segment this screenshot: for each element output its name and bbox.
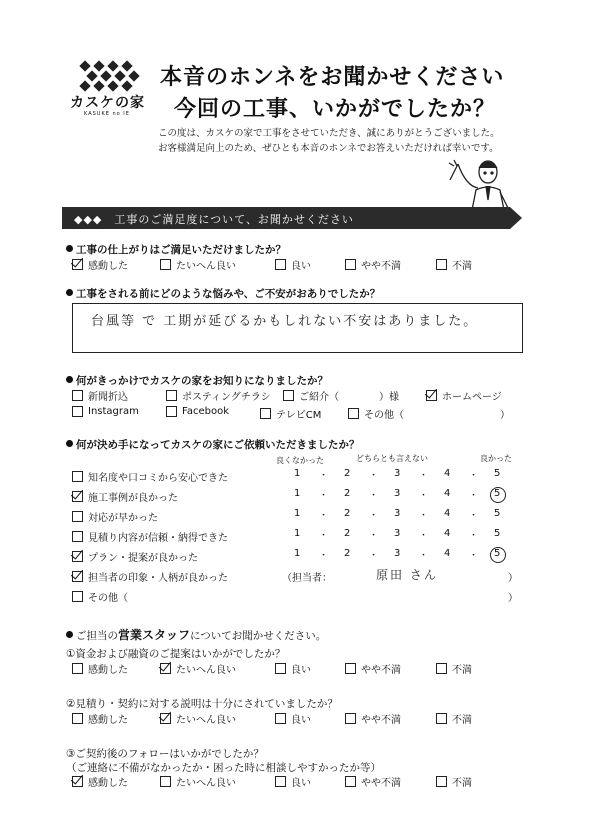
option-label: 施工事例が良かった — [88, 493, 178, 504]
rating-number[interactable]: 2 — [344, 488, 351, 499]
option-label: ポスティングチラシ — [182, 392, 271, 403]
rating-separator: ・ — [419, 491, 429, 501]
rating-circle-mark — [490, 487, 506, 503]
rating-separator: ・ — [319, 511, 329, 521]
q2-answer-box[interactable] — [72, 303, 523, 353]
rating-number[interactable]: 3 — [394, 488, 401, 499]
option-label: 新聞折込 — [88, 392, 128, 403]
rating-number[interactable]: 5 — [494, 488, 501, 499]
checkbox[interactable] — [436, 259, 447, 270]
checkbox[interactable] — [72, 663, 83, 674]
rating-separator: ・ — [369, 531, 379, 541]
rating-separator: ・ — [319, 551, 329, 561]
sq2-option[interactable] — [160, 711, 236, 726]
staff-illustration-icon — [440, 150, 530, 210]
q3-option-1[interactable] — [72, 388, 128, 403]
rating-number[interactable]: 4 — [444, 468, 451, 479]
sq3-option[interactable] — [275, 774, 311, 789]
q3-option-3[interactable] — [283, 388, 399, 403]
checkbox[interactable] — [436, 663, 447, 674]
checkbox[interactable] — [436, 776, 447, 787]
scale-mid-label: どちらとも言えない — [356, 454, 428, 463]
intro-line2: お客様満足向上のため、ぜひとも本音のホンネでお答えいただければ幸いです。 — [158, 143, 499, 154]
question-1 — [66, 242, 286, 257]
staff-question-2: ②見積り・契約に対する説明は十分にされていましたか？ — [66, 698, 338, 710]
option-label: 良い — [291, 665, 311, 676]
q3-option-2[interactable] — [166, 388, 271, 403]
rating-separator: ・ — [469, 551, 479, 561]
option-label: その他（ — [88, 593, 128, 604]
bullet-icon — [66, 440, 73, 447]
scale-high-label: 良かった — [480, 454, 512, 463]
option-label: やや不満 — [361, 778, 401, 789]
rating-number[interactable]: 3 — [394, 508, 401, 519]
option-label: 知名度や口コミから安心できた — [88, 473, 228, 484]
rating-separator: ・ — [419, 531, 429, 541]
sq2-option[interactable] — [275, 711, 311, 726]
q1-option-3[interactable] — [275, 257, 311, 272]
option-label: 感動した — [88, 261, 128, 272]
staff-name-suffix: ） — [508, 573, 518, 584]
checkbox[interactable] — [275, 713, 286, 724]
rating-number[interactable]: 1 — [294, 548, 301, 559]
option-label: その他（ — [364, 410, 404, 421]
option-label: 担当者の印象・人柄が良かった — [88, 573, 228, 584]
section-banner — [62, 207, 522, 229]
checkbox[interactable] — [72, 471, 83, 482]
checkbox[interactable] — [426, 390, 437, 401]
sq1-option[interactable] — [436, 661, 472, 676]
q4-item[interactable] — [72, 549, 198, 564]
rating-number[interactable]: 1 — [294, 468, 301, 479]
option-label: 不満 — [452, 715, 472, 726]
rating-separator: ・ — [469, 471, 479, 481]
rating-number[interactable]: 5 — [494, 468, 501, 479]
option-label: 良い — [291, 715, 311, 726]
rating-separator: ・ — [369, 511, 379, 521]
checkbox[interactable] — [275, 259, 286, 270]
rating-number[interactable]: 3 — [394, 528, 401, 539]
q2-answer-text: 台風等 で 工期が延びるかもしれない不安はありました。 — [91, 314, 479, 329]
checkbox[interactable] — [72, 713, 83, 724]
sq1-option[interactable] — [345, 661, 401, 676]
rating-number[interactable]: 3 — [394, 468, 401, 479]
checkbox[interactable] — [166, 406, 177, 417]
option-label: 感動した — [88, 715, 128, 726]
rating-separator: ・ — [469, 491, 479, 501]
sq1-option[interactable] — [275, 661, 311, 676]
staff-question-3: ③ご契約後のフォローはいかがでしたか？ — [66, 748, 264, 760]
checkbox[interactable] — [72, 571, 83, 582]
checkbox[interactable] — [72, 390, 83, 401]
rating-separator: ・ — [369, 491, 379, 501]
sq2-option[interactable] — [72, 711, 128, 726]
checkbox[interactable] — [283, 390, 294, 401]
banner-text: ◆◆◆ 工事のご満足度について、お聞かせください — [74, 213, 354, 226]
question-2-text: 工事をされる前にどのような悩みや、ご不安がおありでしたか？ — [76, 288, 381, 300]
q3-option-4[interactable] — [426, 388, 502, 403]
bullet-icon — [66, 245, 73, 252]
q4-other-item[interactable] — [72, 589, 128, 604]
rating-separator: ・ — [469, 531, 479, 541]
checkbox[interactable] — [72, 259, 83, 270]
option-label: ご紹介（ ）様 — [299, 392, 399, 403]
rating-separator: ・ — [319, 491, 329, 501]
checkbox[interactable] — [275, 776, 286, 787]
rating-number[interactable]: 2 — [344, 508, 351, 519]
question-2 — [66, 286, 380, 301]
rating-separator: ・ — [419, 471, 429, 481]
option-label: 良い — [291, 778, 311, 789]
option-label: 不満 — [452, 261, 472, 272]
question-1-text: 工事の仕上がりはご満足いただけましたか？ — [76, 244, 286, 256]
checkbox[interactable] — [160, 259, 171, 270]
checkbox[interactable] — [345, 259, 356, 270]
option-label: たいへん良い — [176, 778, 236, 789]
staff-heading-bold: 営業スタッフ — [118, 628, 191, 642]
option-label: たいへん良い — [176, 715, 236, 726]
checkbox[interactable] — [345, 776, 356, 787]
q3-option-6[interactable] — [166, 406, 229, 417]
rating-number[interactable]: 1 — [294, 488, 301, 499]
checkbox[interactable] — [345, 713, 356, 724]
checkbox[interactable] — [345, 663, 356, 674]
question-3-text: 何がきっかけでカスケの家をお知りになりましたか？ — [76, 375, 328, 387]
logo-sub: KASUKE no IE — [84, 111, 130, 117]
sq2-option[interactable] — [436, 711, 472, 726]
sq3-option[interactable] — [345, 774, 401, 789]
rating-number[interactable]: 2 — [344, 468, 351, 479]
option-label: Facebook — [182, 406, 229, 417]
company-logo — [70, 58, 150, 120]
logo-pattern-icon — [77, 58, 143, 92]
bullet-icon — [66, 376, 73, 383]
q1-option-2[interactable] — [160, 257, 236, 272]
q4-item[interactable] — [72, 529, 228, 544]
staff-heading-pre: ご担当の — [76, 630, 118, 642]
option-label: やや不満 — [361, 715, 401, 726]
rating-number[interactable]: 1 — [294, 528, 301, 539]
q4-staff-item[interactable] — [72, 569, 228, 584]
option-label: たいへん良い — [176, 261, 236, 272]
option-label: 対応が早かった — [88, 513, 158, 524]
option-label: ホームページ — [442, 392, 502, 403]
page-title-line1: 本音のホンネをお聞かせください — [160, 65, 505, 90]
rating-circle-mark — [490, 547, 506, 563]
option-label: たいへん良い — [176, 665, 236, 676]
q3-option-8[interactable] — [348, 406, 404, 421]
q4-item[interactable] — [72, 469, 228, 484]
rating-separator: ・ — [369, 551, 379, 561]
checkbox[interactable] — [260, 408, 271, 419]
sq3-option[interactable] — [72, 774, 128, 789]
q1-option-5[interactable] — [436, 257, 472, 272]
checkbox[interactable] — [72, 491, 83, 502]
staff-question-1: ①資金および融資のご提案はいかがでしたか？ — [66, 648, 286, 660]
rating-number[interactable]: 1 — [294, 508, 301, 519]
checkbox[interactable] — [166, 390, 177, 401]
rating-separator: ・ — [319, 471, 329, 481]
q3-option-7[interactable] — [260, 406, 321, 421]
bullet-icon — [66, 289, 73, 296]
bullet-icon — [66, 631, 73, 638]
sq3-option[interactable] — [160, 774, 236, 789]
option-label: 良い — [291, 261, 311, 272]
rating-separator: ・ — [369, 471, 379, 481]
sq1-option[interactable] — [72, 661, 128, 676]
logo-name: カスケの家 — [70, 95, 145, 111]
q1-option-4[interactable] — [345, 257, 401, 272]
question-3 — [66, 373, 328, 388]
checkbox[interactable] — [72, 406, 83, 417]
option-label: Instagram — [88, 406, 139, 417]
option-label: プラン・提案が良かった — [88, 553, 198, 564]
staff-name-prefix: （担当者： — [282, 573, 332, 584]
checkbox[interactable] — [436, 713, 447, 724]
checkbox[interactable] — [72, 511, 83, 522]
rating-number[interactable]: 5 — [494, 508, 501, 519]
checkbox[interactable] — [348, 408, 359, 419]
rating-number[interactable]: 2 — [344, 548, 351, 559]
rating-separator: ・ — [319, 531, 329, 541]
q4-item[interactable] — [72, 489, 178, 504]
sq1-option[interactable] — [160, 661, 236, 676]
q1-option-1[interactable] — [72, 257, 128, 272]
q3-other-close: ） — [500, 410, 510, 421]
option-label: やや不満 — [361, 261, 401, 272]
rating-separator: ・ — [469, 511, 479, 521]
question-4 — [66, 437, 360, 452]
checkbox[interactable] — [72, 776, 83, 787]
rating-number[interactable]: 3 — [394, 548, 401, 559]
option-label: 不満 — [452, 665, 472, 676]
rating-number[interactable]: 4 — [444, 508, 451, 519]
rating-number[interactable]: 4 — [444, 548, 451, 559]
checkbox[interactable] — [160, 663, 171, 674]
checkbox[interactable] — [160, 713, 171, 724]
page-title-line2: 今回の工事、いかがでしたか？ — [174, 97, 497, 122]
rating-separator: ・ — [419, 511, 429, 521]
intro-line1: この度は、カスケの家で工事をさせていただき、誠にありがとうございました。 — [158, 128, 500, 139]
scale-low-label: 良くなかった — [276, 456, 324, 465]
rating-number[interactable]: 4 — [444, 528, 451, 539]
checkbox[interactable] — [72, 591, 83, 602]
checkbox[interactable] — [72, 531, 83, 542]
staff-name[interactable]: 原田 さん — [376, 568, 438, 582]
checkbox[interactable] — [72, 551, 83, 562]
staff-question-3-note: （ご連絡に不備がなかったか・困った時に相談しやすかったか等） — [66, 762, 381, 774]
q4-item[interactable] — [72, 509, 158, 524]
staff-section-heading — [66, 626, 326, 643]
option-label: 感動した — [88, 665, 128, 676]
checkbox[interactable] — [160, 776, 171, 787]
q3-option-5[interactable] — [72, 406, 139, 417]
other-suffix: ） — [508, 593, 518, 604]
sq2-option[interactable] — [345, 711, 401, 726]
checkbox[interactable] — [275, 663, 286, 674]
rating-number[interactable]: 4 — [444, 488, 451, 499]
option-label: テレビCM — [276, 410, 322, 421]
sq3-option[interactable] — [436, 774, 472, 789]
option-label: やや不満 — [361, 665, 401, 676]
rating-number[interactable]: 5 — [494, 528, 501, 539]
rating-number[interactable]: 5 — [494, 548, 501, 559]
option-label: 見積り内容が信頼・納得できた — [88, 533, 228, 544]
staff-heading-post: についてお聞かせください。 — [190, 630, 327, 642]
option-label: 感動した — [88, 778, 128, 789]
rating-separator: ・ — [419, 551, 429, 561]
rating-number[interactable]: 2 — [344, 528, 351, 539]
question-4-text: 何が決め手になってカスケの家にご依頼いただきましたか？ — [76, 439, 360, 451]
option-label: 不満 — [452, 778, 472, 789]
